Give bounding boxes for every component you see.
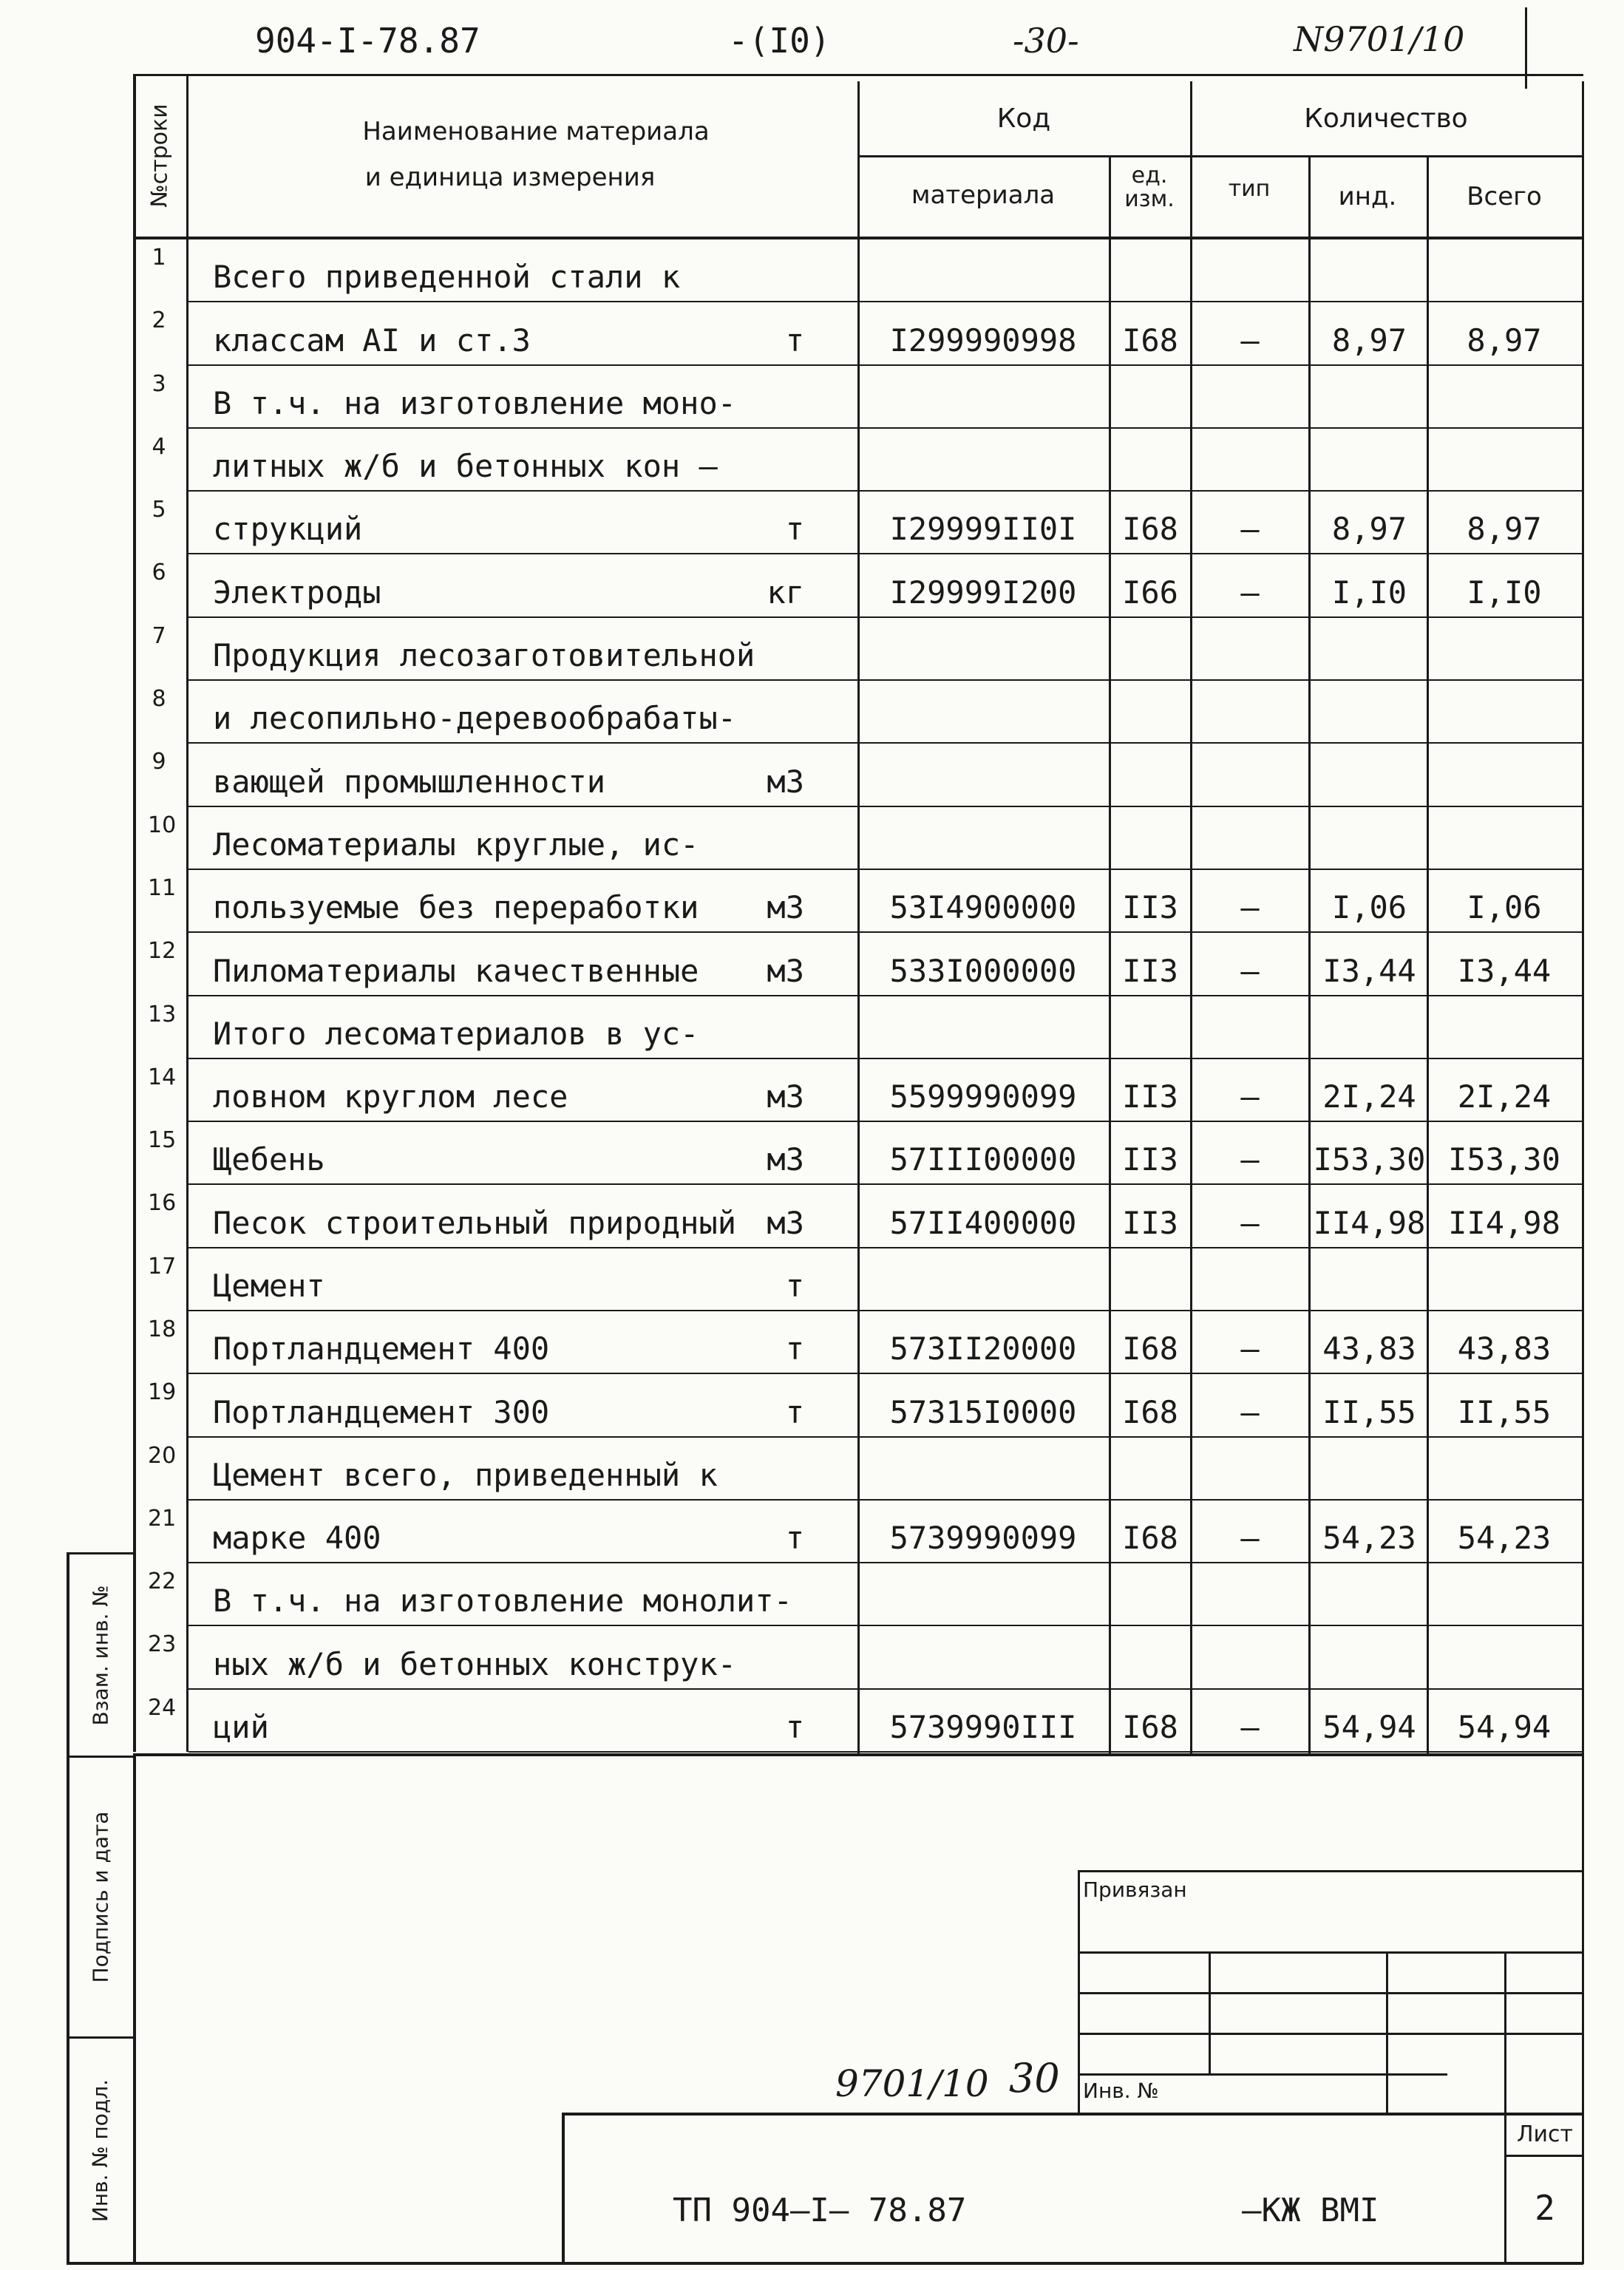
row-unit: т	[785, 322, 804, 358]
row-name-text: литных ж/б и бетонных кон –	[213, 448, 718, 484]
frame-right-line-lower	[1582, 1756, 1584, 2264]
row-name-text: Продукция лесозаготовительной	[213, 637, 755, 673]
row-separator	[188, 1499, 1582, 1501]
inv-no-label: Инв. №	[1083, 2079, 1159, 2103]
row-separator	[188, 616, 1582, 618]
row-name-text: Всего приведенной стали к	[213, 259, 681, 295]
row-number: 21	[148, 1506, 177, 1532]
row-number: 6	[152, 560, 166, 585]
row-unit: т	[785, 1331, 804, 1367]
list-number: 2	[1535, 2188, 1555, 2228]
row-separator	[188, 1562, 1582, 1563]
row-separator	[188, 1688, 1582, 1690]
row-name	[213, 764, 804, 800]
row-number: 16	[148, 1190, 177, 1216]
row-separator	[188, 1373, 1582, 1374]
row-code: 573II20000	[889, 1331, 1077, 1367]
row-name	[213, 1583, 804, 1619]
row-total: II,55	[1457, 1394, 1552, 1430]
row-ind: 8,97	[1331, 511, 1407, 547]
row-total: I,I0	[1467, 574, 1542, 611]
row-ind: 8,97	[1331, 322, 1407, 358]
row-number: 22	[148, 1569, 177, 1594]
code-unit-header-line1: ед.	[1131, 163, 1168, 188]
row-type: –	[1240, 1709, 1260, 1745]
inv-podl-label: Инв. № подл.	[88, 2079, 113, 2222]
name-header-line2: и единица измерения	[364, 163, 656, 192]
row-name	[213, 1268, 804, 1304]
row-number: 7	[152, 623, 166, 649]
row-code: 5739990099	[889, 1520, 1077, 1556]
stamp-col-2	[1386, 1951, 1388, 2114]
name-divider	[857, 81, 860, 1756]
name-header-line1: Наименование материала	[362, 117, 710, 146]
row-separator	[188, 1247, 1582, 1248]
row-unit: т	[785, 1520, 804, 1556]
row-name	[213, 1457, 804, 1493]
row-name-text: классам AI и ст.3	[213, 322, 531, 358]
row-number: 15	[148, 1127, 177, 1153]
row-code: 5599990099	[889, 1078, 1077, 1115]
row-separator	[188, 869, 1582, 870]
row-number: 14	[148, 1064, 177, 1090]
stamp-line-1	[1078, 1951, 1584, 1954]
row-total: I53,30	[1448, 1141, 1560, 1178]
top-right-tick	[1525, 7, 1527, 89]
row-name	[213, 889, 804, 925]
vzam-inv-label: Взам. инв. №	[88, 1584, 113, 1726]
main-stamp-left-line	[562, 2113, 565, 2264]
row-name	[213, 1205, 804, 1241]
row-code: 53I4900000	[889, 889, 1077, 925]
row-code: 5739990III	[889, 1709, 1077, 1745]
row-name-text: Портландцемент 300	[213, 1394, 550, 1430]
row-name-text: марке 400	[213, 1520, 381, 1556]
row-code: I29999II0I	[889, 511, 1077, 547]
row-unit: м3	[767, 764, 804, 800]
row-ind: I,06	[1331, 889, 1407, 925]
stamp-col-3	[1504, 1951, 1506, 2262]
row-total: I,06	[1467, 889, 1542, 925]
row-ind: 43,83	[1322, 1331, 1416, 1367]
row-name	[213, 700, 804, 736]
row-type: –	[1240, 322, 1260, 358]
row-name	[213, 826, 804, 863]
row-code-unit: II3	[1122, 1078, 1178, 1115]
row-type: –	[1240, 1078, 1260, 1115]
row-type: –	[1240, 1331, 1260, 1367]
row-separator	[188, 364, 1582, 366]
row-name-text: струкций	[213, 511, 363, 547]
row-separator	[188, 1625, 1582, 1626]
row-code-unit: I68	[1122, 1331, 1178, 1367]
code-divider	[1109, 157, 1111, 1756]
quantity-group-header: Количество	[1304, 103, 1468, 134]
stamp-left-line	[1078, 1870, 1080, 2113]
row-separator	[188, 490, 1582, 492]
stamp-line-3	[1078, 2033, 1584, 2035]
row-name	[213, 574, 804, 611]
archive-number: N9701/10	[1294, 19, 1465, 59]
row-type: –	[1240, 511, 1260, 547]
row-name-text: ций	[213, 1709, 269, 1745]
row-unit: т	[785, 511, 804, 547]
row-type: –	[1240, 1520, 1260, 1556]
code-unit-header-line2: изм.	[1124, 186, 1175, 212]
row-code-unit: I68	[1122, 511, 1178, 547]
row-number: 24	[148, 1695, 177, 1721]
drawing-mark: –КЖ ВМI	[1242, 2192, 1379, 2229]
row-number: 20	[148, 1443, 177, 1469]
header-top-line	[133, 74, 1583, 76]
row-separator	[188, 931, 1582, 933]
row-name-text: Портландцемент 400	[213, 1331, 550, 1367]
row-separator	[188, 1058, 1582, 1059]
row-number: 23	[148, 1631, 177, 1657]
row-code-unit: I68	[1122, 1394, 1178, 1430]
row-code: 57III00000	[889, 1141, 1077, 1178]
row-name	[213, 385, 804, 421]
row-name-text: Лесоматериалы круглые, ис-	[213, 826, 699, 863]
row-type: –	[1240, 889, 1260, 925]
row-code-unit: I66	[1122, 574, 1178, 611]
row-ind: II4,98	[1313, 1205, 1426, 1241]
row-name	[213, 1016, 804, 1052]
row-ind: 54,94	[1322, 1709, 1416, 1745]
row-type: –	[1240, 574, 1260, 611]
list-divider	[1504, 2155, 1584, 2157]
row-name	[213, 511, 804, 547]
row-code-unit: I68	[1122, 322, 1178, 358]
row-number: 9	[152, 749, 166, 775]
row-separator	[188, 1183, 1582, 1185]
row-separator	[188, 301, 1582, 302]
row-separator	[188, 742, 1582, 744]
row-separator	[188, 1751, 1582, 1753]
row-type: –	[1240, 953, 1260, 989]
row-name-text: Щебень	[213, 1141, 325, 1178]
row-code-unit: II3	[1122, 1141, 1178, 1178]
row-unit: т	[785, 1709, 804, 1745]
row-code: 57315I0000	[889, 1394, 1077, 1430]
row-unit: м3	[767, 953, 804, 989]
row-name-text: ловном круглом лесе	[213, 1078, 568, 1115]
row-unit: т	[785, 1268, 804, 1304]
handwritten-page-number: 30	[1009, 2055, 1060, 2101]
main-stamp-top-line	[562, 2113, 1584, 2116]
row-name	[213, 1709, 804, 1745]
page-bottom-line	[67, 2262, 1583, 2265]
row-total: 54,23	[1457, 1520, 1552, 1556]
list-label: Лист	[1516, 2121, 1574, 2147]
row-number: 8	[152, 686, 166, 712]
row-number: 3	[152, 371, 166, 397]
row-separator	[188, 995, 1582, 996]
row-name-text: Цемент	[213, 1268, 325, 1304]
row-type: –	[1240, 1141, 1260, 1178]
row-number: 5	[152, 497, 166, 523]
row-total: 8,97	[1467, 511, 1542, 547]
row-separator	[188, 553, 1582, 554]
row-ind: 2I,24	[1322, 1078, 1416, 1115]
row-code: 533I000000	[889, 953, 1077, 989]
row-name-text: Песок строительный природный	[213, 1205, 737, 1241]
row-unit: м3	[767, 889, 804, 925]
row-number: 10	[148, 812, 177, 838]
row-number: 19	[148, 1379, 177, 1405]
row-code-unit: II3	[1122, 1205, 1178, 1241]
privyazan-label: Привязан	[1083, 1877, 1187, 1902]
row-separator	[188, 806, 1582, 807]
header-bottom-line	[133, 237, 1583, 239]
sheet-number: -(I0)	[728, 21, 831, 61]
row-name	[213, 1078, 804, 1115]
row-unit: т	[785, 1394, 804, 1430]
podpis-data-label: Подпись и дата	[88, 1811, 113, 1983]
stamp-line-4	[1078, 2073, 1447, 2076]
row-total: I3,44	[1457, 953, 1552, 989]
row-number: 17	[148, 1254, 177, 1280]
table-bottom-line	[133, 1753, 1583, 1756]
document-number: 904-I-78.87	[255, 21, 480, 61]
row-total: II4,98	[1448, 1205, 1560, 1241]
row-name	[213, 1331, 804, 1367]
row-code: 57II400000	[889, 1205, 1077, 1241]
row-number: 12	[148, 938, 177, 964]
header-mid-line	[857, 155, 1583, 157]
row-name	[213, 1394, 804, 1430]
row-number-header: №строки	[146, 103, 173, 208]
row-separator	[188, 1436, 1582, 1438]
row-name-text: В т.ч. на изготовление монолит-	[213, 1583, 792, 1619]
row-total: 54,94	[1457, 1709, 1552, 1745]
row-number: 1	[152, 245, 166, 271]
row-name-text: вающей промышленности	[213, 764, 606, 800]
row-name	[213, 637, 804, 673]
code-material-header: материала	[911, 180, 1056, 210]
row-code-unit: II3	[1122, 953, 1178, 989]
row-name-text: Цемент всего, приведенный к	[213, 1457, 718, 1493]
handwritten-archive-number: 9701/10	[835, 2062, 989, 2105]
row-number: 4	[152, 434, 166, 460]
row-separator	[188, 679, 1582, 681]
row-name-text: Пиломатериалы качественные	[213, 953, 699, 989]
row-name	[213, 1646, 804, 1682]
row-name	[213, 448, 804, 484]
stamp-col-1	[1209, 1951, 1211, 2073]
code-group-header: Код	[996, 103, 1051, 134]
row-unit: кг	[767, 574, 804, 611]
row-number: 18	[148, 1316, 177, 1342]
row-name-text: В т.ч. на изготовление моно-	[213, 385, 737, 421]
row-unit: м3	[767, 1141, 804, 1178]
designation: ТП 904–I– 78.87	[673, 2192, 967, 2229]
row-name-text: Итого лесоматериалов в ус-	[213, 1016, 699, 1052]
row-code-unit: I68	[1122, 1520, 1178, 1556]
row-ind: I53,30	[1313, 1141, 1426, 1178]
frame-right-line	[1582, 81, 1584, 1756]
row-code-unit: I68	[1122, 1709, 1178, 1745]
row-type: –	[1240, 1394, 1260, 1430]
row-name	[213, 1520, 804, 1556]
row-name-text: пользуемые без переработки	[213, 889, 699, 925]
row-total: 43,83	[1457, 1331, 1552, 1367]
row-separator	[188, 427, 1582, 429]
row-unit: м3	[767, 1205, 804, 1241]
row-name	[213, 259, 804, 295]
row-name-text: Электроды	[213, 574, 381, 611]
row-separator	[188, 1310, 1582, 1311]
frame-left-line	[133, 74, 136, 1752]
row-number: 11	[148, 875, 177, 901]
row-name-text: и лесопильно-деревообрабаты-	[213, 700, 737, 736]
type-header: тип	[1228, 176, 1271, 202]
total-header: Всего	[1467, 182, 1542, 211]
row-name	[213, 322, 804, 358]
row-ind: II,55	[1322, 1394, 1416, 1430]
row-code: I299990998	[889, 322, 1077, 358]
ind-header: инд.	[1338, 182, 1397, 211]
row-code: I29999I200	[889, 574, 1077, 611]
row-separator	[188, 1121, 1582, 1122]
row-number: 2	[152, 307, 166, 333]
stamp-line-2	[1078, 1992, 1584, 1994]
row-unit: м3	[767, 1078, 804, 1115]
row-ind: I,I0	[1331, 574, 1407, 611]
row-name	[213, 1141, 804, 1178]
row-number: 13	[148, 1002, 177, 1027]
row-name	[213, 953, 804, 989]
row-ind: 54,23	[1322, 1520, 1416, 1556]
stamp-top-line	[1078, 1870, 1584, 1872]
row-total: 2I,24	[1457, 1078, 1552, 1115]
row-name-text: ных ж/б и бетонных конструк-	[213, 1646, 737, 1682]
unit-divider	[1190, 81, 1192, 1756]
page-number: -30-	[1013, 21, 1079, 61]
type-divider	[1308, 157, 1311, 1756]
ind-divider	[1427, 157, 1429, 1756]
row-code-unit: II3	[1122, 889, 1178, 925]
frame-left-line-lower	[133, 1756, 136, 2264]
row-type: –	[1240, 1205, 1260, 1241]
row-ind: I3,44	[1322, 953, 1416, 989]
row-total: 8,97	[1467, 322, 1542, 358]
